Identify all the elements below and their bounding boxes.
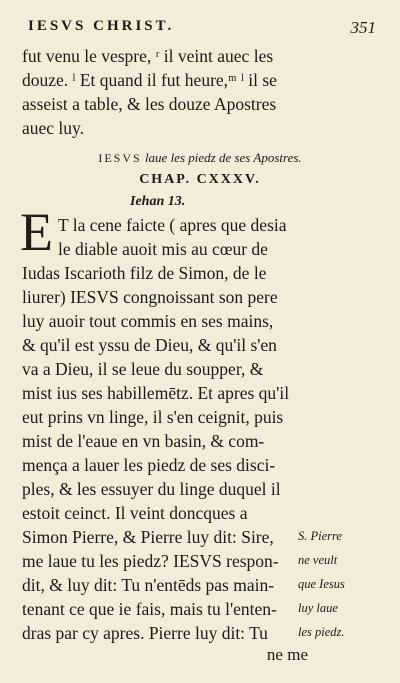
text-line: mist ius ses habillemētz. Et apres qu'il — [22, 383, 290, 403]
chapter-heading: CHAP. CXXXV. — [139, 172, 261, 187]
margin-note: ne veult — [298, 553, 338, 567]
text-line: asseist a table, & les douze Apostres — [22, 94, 277, 114]
text-line: va a Dieu, il se leue du soupper, & — [22, 359, 264, 379]
text-line: T la cene faicte ( apres que desia — [58, 215, 287, 235]
text-line: & qu'il est yssu de Dieu, & qu'il s'en — [22, 335, 277, 355]
section-title-name: IESVS — [98, 151, 142, 165]
text-line: dit, & luy dit: Tu n'entēds pas main- — [22, 575, 275, 595]
section-title-text: laue les piedz de ses Apostres. — [144, 150, 302, 165]
text-line: luy auoir tout commis en ses mains, — [22, 311, 274, 331]
section-title — [0, 150, 400, 166]
drop-capital: E — [20, 202, 53, 262]
text-line: ples, & les essuyer du linge duquel il — [22, 479, 281, 499]
page-header — [0, 18, 400, 38]
text-line: eut prins vn linge, il s'en ceignit, puis — [22, 407, 284, 427]
text-line: mist de l'eaue en vn basin, & com- — [22, 431, 265, 451]
text-line: mença a lauer les piedz de ses disci- — [22, 455, 276, 475]
running-head: IESVS CHRIST. — [28, 18, 175, 34]
margin-note: S. Pierre — [298, 529, 342, 543]
text-line: me laue tu les piedz? IESVS respon- — [22, 551, 279, 571]
text-line: le diable auoit mis au cœur de — [58, 239, 268, 259]
margin-note: que Iesus — [298, 577, 345, 591]
catchword: ne me — [266, 645, 308, 664]
margin-note: luy laue — [298, 601, 338, 615]
text-line: dras par cy apres. Pierre luy dit: Tu — [22, 623, 268, 643]
text-line: tenant ce que ie fais, mais tu l'enten- — [22, 599, 277, 619]
text-line: liurer) IESVS congnoissant son pere — [22, 287, 278, 307]
text-line: douze. ˡ Et quand il fut heure,ᵐ ˡ il se — [22, 70, 277, 90]
text-line: auec luy. — [22, 118, 85, 138]
margin-note: les piedz. — [298, 625, 345, 639]
text-line: estoit ceinct. Il veint doncques a — [22, 503, 248, 523]
scripture-reference: Iehan 13. — [130, 194, 186, 209]
text-line: fut venu le vespre, ʳ il veint auec les — [22, 46, 274, 66]
text-line: Iudas Iscarioth filz de Simon, de le — [22, 263, 267, 283]
page-number: 351 — [350, 18, 376, 37]
text-line: Simon Pierre, & Pierre luy dit: Sire, — [22, 527, 274, 547]
